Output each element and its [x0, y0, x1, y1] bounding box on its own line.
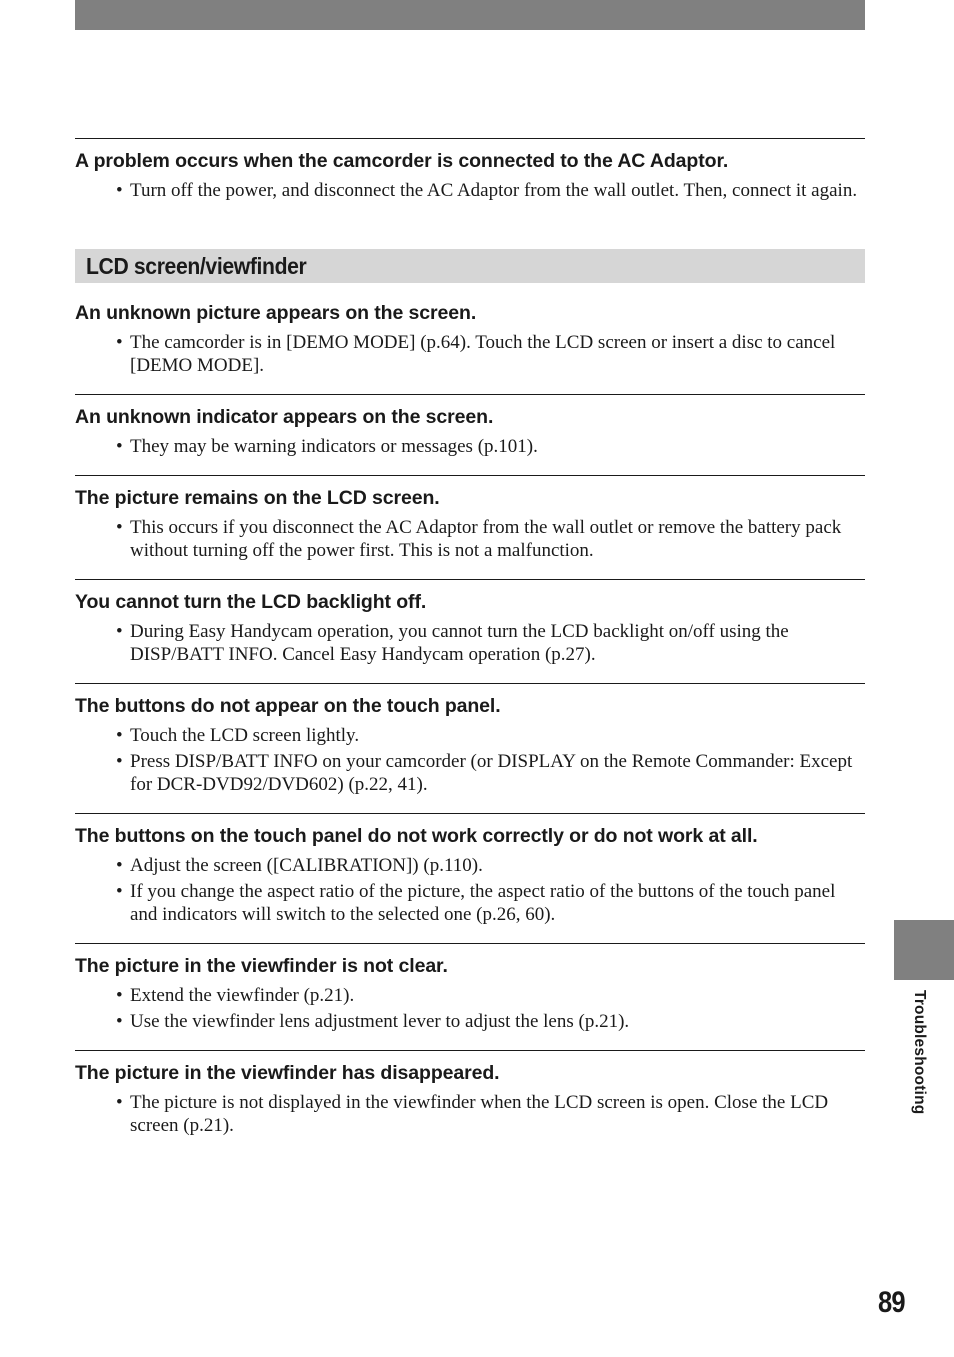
bullet-text: This occurs if you disconnect the AC Adaptor from the wall outlet or remove the battery pack without turning off the power first. This is not a malfunction.: [130, 517, 842, 561]
list-item: [75, 516, 865, 562]
bullet-list: [75, 620, 865, 666]
list-item: [75, 1010, 865, 1033]
list-item: [75, 435, 865, 458]
bullet-dot: •: [116, 985, 123, 1006]
entry-title: A problem occurs when the camcorder is connected to the AC Adaptor.: [75, 150, 729, 172]
list-item: [75, 1091, 865, 1137]
section-title: LCD screen/viewfinder: [86, 252, 307, 279]
list-item: [75, 620, 865, 666]
bullet-dot: •: [116, 855, 123, 876]
bullet-dot: •: [116, 751, 123, 772]
entry-picture-remains: [75, 475, 865, 579]
chapter-label-text: Troubleshooting: [911, 990, 928, 1115]
bullet-list: [75, 516, 865, 562]
entry-title: An unknown indicator appears on the screen.: [75, 406, 494, 428]
entry-title: You cannot turn the LCD backlight off.: [75, 591, 427, 613]
bullet-list: [75, 179, 865, 202]
page-number: 89: [878, 1286, 905, 1319]
bullet-text: If you change the aspect ratio of the picture, the aspect ratio of the buttons of the touch panel and indicators will switch to the selected one (p.26, 60).: [130, 881, 836, 925]
bullet-text: Touch the LCD screen lightly.: [130, 725, 360, 746]
bullet-list: [75, 331, 865, 377]
entry-unknown-indicator: [75, 394, 865, 475]
entry-buttons-not-appear: [75, 683, 865, 813]
bullet-text: During Easy Handycam operation, you cannot turn the LCD backlight on/off using the DISP/BATT INFO. Cancel Easy Handycam operation (p.27).: [130, 621, 789, 665]
bullet-dot: •: [116, 725, 123, 746]
section-header-lcd: [75, 249, 865, 283]
list-item: [75, 179, 865, 202]
bullet-dot: •: [116, 881, 123, 902]
bullet-list: [75, 1091, 865, 1137]
entry-viewfinder-disappeared: [75, 1050, 865, 1154]
list-item: [75, 750, 865, 796]
bullet-text: Turn off the power, and disconnect the AC Adaptor from the wall outlet. Then, connect it again.: [130, 180, 858, 201]
bullet-list: [75, 724, 865, 796]
bullet-dot: •: [116, 517, 123, 538]
bullet-dot: •: [116, 436, 123, 457]
entry-ac-adaptor-problem: [75, 138, 865, 219]
entry-viewfinder-not-clear: [75, 943, 865, 1050]
bullet-text: Use the viewfinder lens adjustment lever to adjust the lens (p.21).: [130, 1011, 630, 1032]
entry-title: The picture in the viewfinder has disappeared.: [75, 1062, 500, 1084]
bullet-text: Adjust the screen ([CALIBRATION]) (p.110).: [130, 855, 483, 876]
bullet-text: The picture is not displayed in the viewfinder when the LCD screen is open. Close the LCD screen (p.21).: [130, 1092, 829, 1136]
entry-title: The picture in the viewfinder is not clear.: [75, 955, 448, 977]
bullet-dot: •: [116, 180, 123, 201]
bullet-text: They may be warning indicators or messages (p.101).: [130, 436, 538, 457]
entry-buttons-not-work: [75, 813, 865, 943]
entry-title: An unknown picture appears on the screen.: [75, 302, 477, 324]
bullet-list: [75, 854, 865, 926]
list-item: [75, 331, 865, 377]
top-decorative-bar: [75, 0, 865, 30]
chapter-side-label: [908, 990, 930, 1130]
entry-backlight-off: [75, 579, 865, 683]
bullet-text: The camcorder is in [DEMO MODE] (p.64). Touch the LCD screen or insert a disc to cancel [DEMO MODE].: [130, 332, 836, 376]
entry-unknown-picture: [75, 283, 865, 394]
bullet-dot: •: [116, 1011, 123, 1032]
bullet-text: Extend the viewfinder (p.21).: [130, 985, 355, 1006]
page-content: [75, 138, 865, 1154]
list-item: [75, 854, 865, 877]
bullet-list: [75, 984, 865, 1033]
list-item: [75, 984, 865, 1007]
entry-title: The buttons do not appear on the touch panel.: [75, 695, 501, 717]
bullet-dot: •: [116, 621, 123, 642]
bullet-list: [75, 435, 865, 458]
list-item: [75, 724, 865, 747]
entry-title: The picture remains on the LCD screen.: [75, 487, 440, 509]
chapter-side-tab: [894, 920, 954, 980]
bullet-dot: •: [116, 1092, 123, 1113]
list-item: [75, 880, 865, 926]
bullet-text: Press DISP/BATT INFO on your camcorder (or DISPLAY on the Remote Commander: Except for DCR-DVD92/DVD602) (p.22, 41).: [130, 751, 853, 795]
entry-title: The buttons on the touch panel do not work correctly or do not work at all.: [75, 825, 758, 847]
bullet-dot: •: [116, 332, 123, 353]
